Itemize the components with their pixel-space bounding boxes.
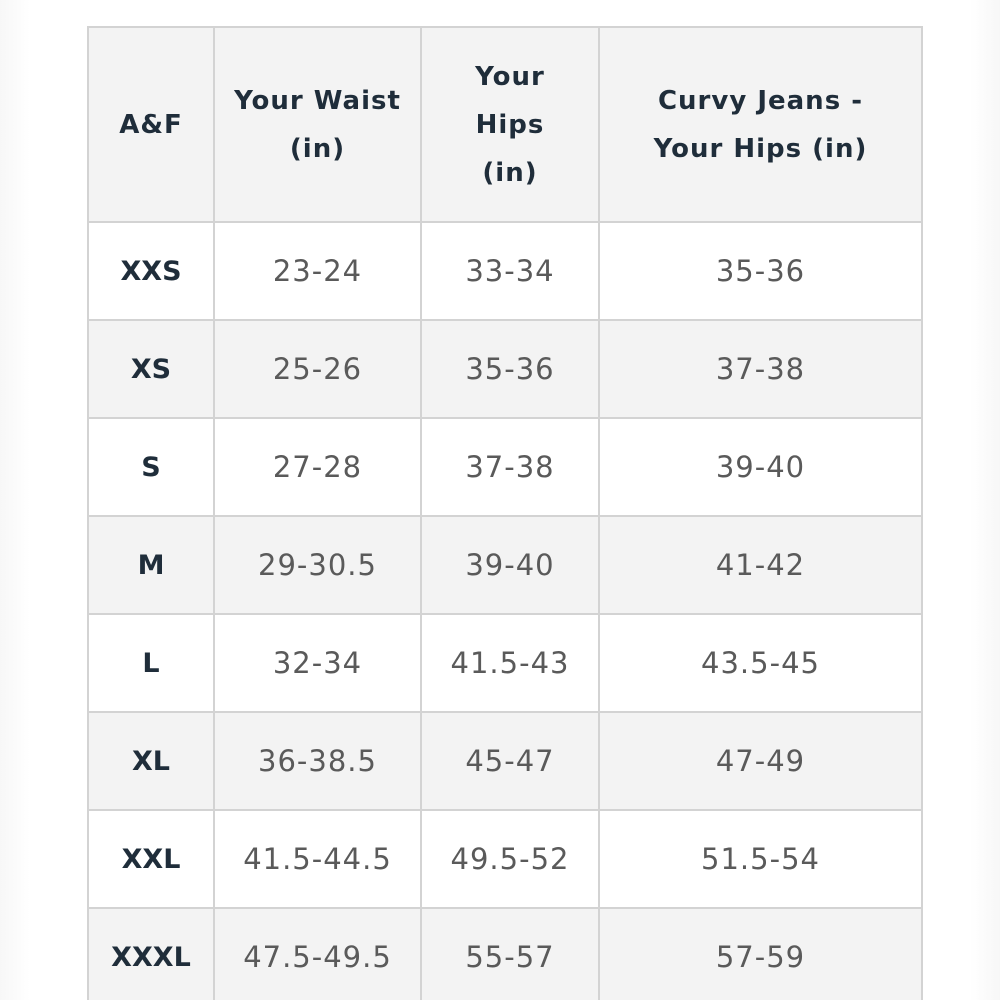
hips-value: 39-40 — [421, 516, 599, 614]
curvy-hips-value: 37-38 — [599, 320, 922, 418]
size-label: XXXL — [88, 908, 214, 1000]
waist-value: 27-28 — [214, 418, 421, 516]
waist-value: 25-26 — [214, 320, 421, 418]
hips-value: 49.5-52 — [421, 810, 599, 908]
waist-value: 36-38.5 — [214, 712, 421, 810]
header-hips: Your Hips (in) — [421, 27, 599, 222]
size-label: XL — [88, 712, 214, 810]
waist-value: 47.5-49.5 — [214, 908, 421, 1000]
size-chart-table — [87, 26, 923, 1000]
waist-value: 41.5-44.5 — [214, 810, 421, 908]
size-label: XS — [88, 320, 214, 418]
curvy-hips-value: 35-36 — [599, 222, 922, 320]
size-label: M — [88, 516, 214, 614]
table-body — [88, 222, 922, 1000]
table-row — [88, 908, 922, 1000]
header-brand: A&F — [88, 27, 214, 222]
table-row — [88, 712, 922, 810]
curvy-hips-value: 43.5-45 — [599, 614, 922, 712]
size-label: S — [88, 418, 214, 516]
table-row — [88, 614, 922, 712]
header-curvy-hips: Curvy Jeans - Your Hips (in) — [599, 27, 922, 222]
size-label: XXS — [88, 222, 214, 320]
table-header — [88, 27, 922, 222]
table-row — [88, 222, 922, 320]
hips-value: 55-57 — [421, 908, 599, 1000]
header-waist: Your Waist (in) — [214, 27, 421, 222]
curvy-hips-value: 47-49 — [599, 712, 922, 810]
hips-value: 37-38 — [421, 418, 599, 516]
curvy-hips-value: 41-42 — [599, 516, 922, 614]
hips-value: 35-36 — [421, 320, 599, 418]
waist-value: 29-30.5 — [214, 516, 421, 614]
curvy-hips-value: 39-40 — [599, 418, 922, 516]
hips-value: 45-47 — [421, 712, 599, 810]
table-row — [88, 516, 922, 614]
size-label: L — [88, 614, 214, 712]
hips-value: 41.5-43 — [421, 614, 599, 712]
waist-value: 23-24 — [214, 222, 421, 320]
header-row — [88, 27, 922, 222]
table-row — [88, 418, 922, 516]
waist-value: 32-34 — [214, 614, 421, 712]
size-label: XXL — [88, 810, 214, 908]
curvy-hips-value: 57-59 — [599, 908, 922, 1000]
table-row — [88, 810, 922, 908]
curvy-hips-value: 51.5-54 — [599, 810, 922, 908]
hips-value: 33-34 — [421, 222, 599, 320]
table-row — [88, 320, 922, 418]
